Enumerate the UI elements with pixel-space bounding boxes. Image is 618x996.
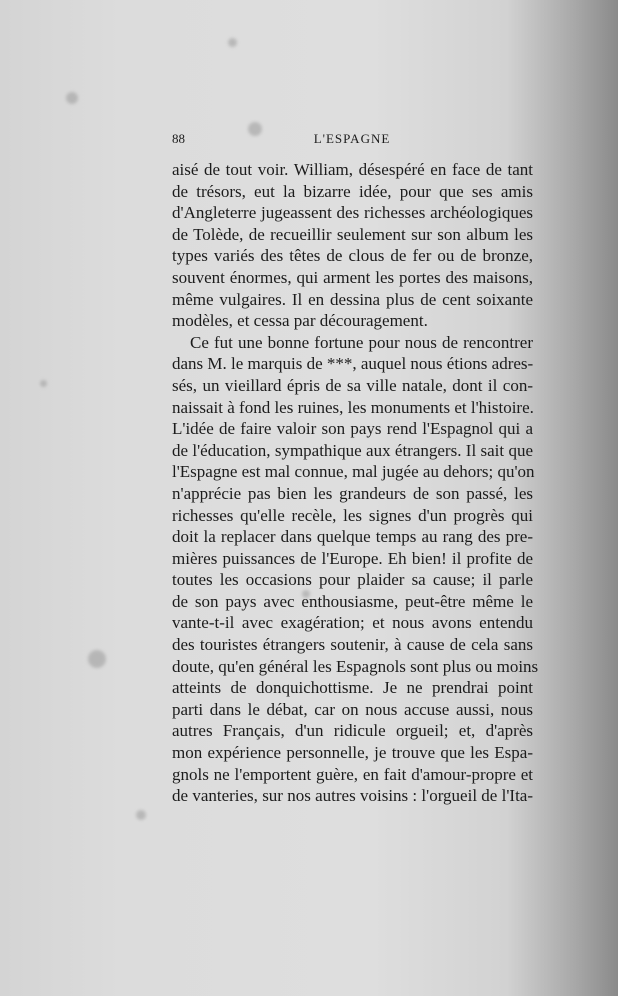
text-line: mon expérience personnelle, je trouve que les Espa- [172, 743, 533, 763]
paper-stain [88, 650, 106, 668]
paragraph [172, 332, 539, 807]
paper-stain [40, 380, 47, 387]
text-line: de trésors, eut la bizarre idée, pour que ses amis [172, 181, 533, 201]
page-body [172, 159, 539, 807]
paper-stain [66, 92, 78, 104]
text-line: sés, un vieillard épris de sa ville natale, dont il con- [172, 375, 533, 395]
text-line: l'Espagne est mal connue, mal jugée au dehors; qu'on [172, 462, 535, 482]
text-line: de l'éducation, sympathique aux étrangers. Il sait que [172, 440, 533, 460]
paragraph [172, 159, 533, 332]
text-line: parti dans le débat, car on nous accuse aussi, nous [172, 699, 533, 719]
text-line: de son pays avec enthousiasme, peut-être même le [172, 591, 533, 611]
text-line: souvent énormes, qui arment les portes des maisons, [172, 267, 533, 287]
text-line: doute, qu'en général les Espagnols sont plus ou moins [172, 656, 539, 676]
text-line: gnols ne l'emportent guère, en fait d'amour-propre et [172, 764, 533, 784]
running-title: L'ESPAGNE [313, 131, 391, 146]
paper-stain [136, 810, 146, 820]
text-line: types variés des têtes de clous de fer ou de bronze, [172, 246, 533, 266]
text-line: toutes les occasions pour plaider sa cause; il parle [172, 570, 533, 590]
text-line: doit la replacer dans quelque temps au rang des pre- [172, 527, 533, 547]
text-line: même vulgaires. Il en dessina plus de cent soixante [172, 289, 533, 309]
text-line: n'apprécie pas bien les grandeurs de son passé, les [172, 483, 533, 503]
text-line: atteints de donquichottisme. Je ne prendrai point [172, 678, 533, 698]
text-line: naissait à fond les ruines, les monuments et l'histoire. [172, 397, 534, 417]
text-line: mières puissances de l'Europe. Eh bien! il profite de [172, 548, 533, 568]
text-line: de Tolède, de recueillir seulement sur son album les [172, 224, 533, 244]
paper-stain [228, 38, 237, 47]
page-header [172, 131, 532, 151]
text-line: Ce fut une bonne fortune pour nous de rencontrer [190, 332, 533, 352]
text-line: richesses qu'elle recèle, les signes d'un progrès qui [172, 505, 533, 525]
text-line: dans M. le marquis de ***, auquel nous étions adres- [172, 354, 534, 374]
text-line: L'idée de faire valoir son pays rend l'Espagnol qui a [172, 419, 533, 439]
text-line: aisé de tout voir. William, désespéré en face de tant [172, 160, 533, 179]
text-line: modèles, et cessa par découragement. [172, 311, 428, 331]
text-line: autres Français, d'un ridicule orgueil; et, d'après [172, 721, 533, 741]
text-line: vante-t-il avec exagération; et nous avons entendu [172, 613, 533, 633]
text-line: de vanteries, sur nos autres voisins : l'orgueil de l'Ita- [172, 786, 533, 806]
text-line: des touristes étrangers soutenir, à cause de cela sans [172, 635, 533, 655]
text-line: d'Angleterre jugeassent des richesses archéologiques [172, 203, 533, 223]
page-number: 88 [172, 131, 185, 146]
